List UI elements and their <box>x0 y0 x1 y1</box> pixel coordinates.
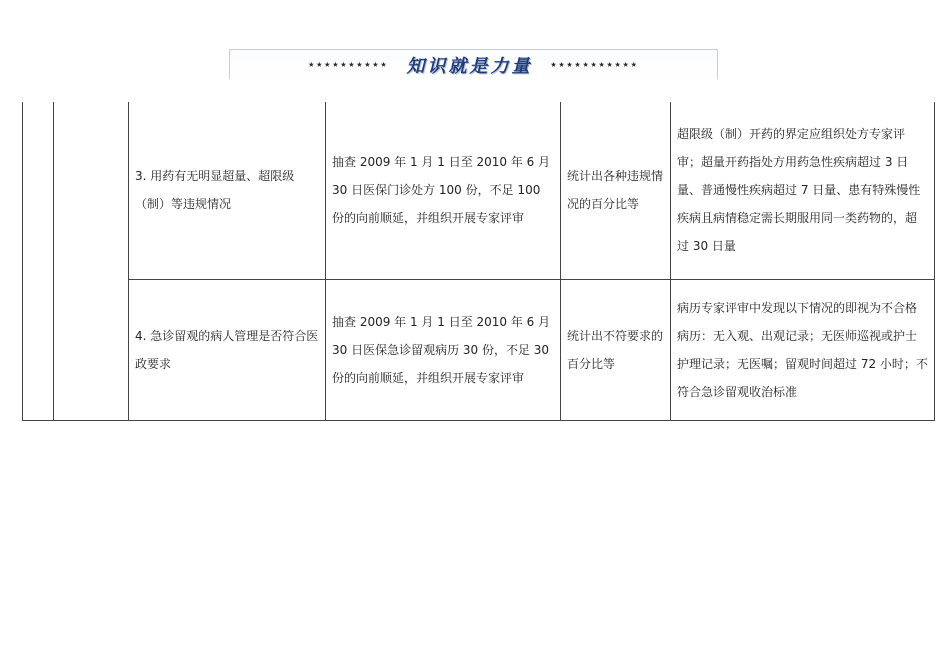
stars-right: ★★★★★★★★★★★ <box>550 59 639 70</box>
method-cell: 抽查 2009 年 1 月 1 日至 2010 年 6 月 30 日医保急诊留观病历 30 份，不足 30 份的向前顺延，并组织开展专家评审 <box>326 279 561 420</box>
stat-cell: 统计出各种违规情况的百分比等 <box>561 102 671 279</box>
banner-title: 知识就是力量 <box>406 55 533 77</box>
criteria-cell: 病历专家评审中发现以下情况的即视为不合格病历：无入观、出观记录；无医师巡视或护士护理记录；无医嘱；留观时间超过 72 小时；不符合急诊留观收治标准 <box>671 279 935 420</box>
blank-cell <box>54 102 129 420</box>
item-cell: 4. 急诊留观的病人管理是否符合医政要求 <box>129 279 326 420</box>
stat-cell: 统计出不符要求的百分比等 <box>561 279 671 420</box>
inspection-table <box>22 102 935 421</box>
method-cell: 抽查 2009 年 1 月 1 日至 2010 年 6 月 30 日医保门诊处方 100 份，不足 100 份的向前顺延，并组织开展专家评审 <box>326 102 561 279</box>
table-row <box>23 102 935 279</box>
item-cell: 3. 用药有无明显超量、超限级（制）等违规情况 <box>129 102 326 279</box>
header-banner <box>229 49 718 79</box>
stars-left: ★★★★★★★★★★ <box>308 59 389 70</box>
table-row <box>23 279 935 420</box>
blank-cell <box>23 102 54 420</box>
criteria-cell: 超限级（制）开药的界定应组织处方专家评审；超量开药指处方用药急性疾病超过 3 日量、普通慢性疾病超过 7 日量、患有特殊慢性疾病且病情稳定需长期服用同一类药物的，超过 30 日量 <box>671 102 935 279</box>
